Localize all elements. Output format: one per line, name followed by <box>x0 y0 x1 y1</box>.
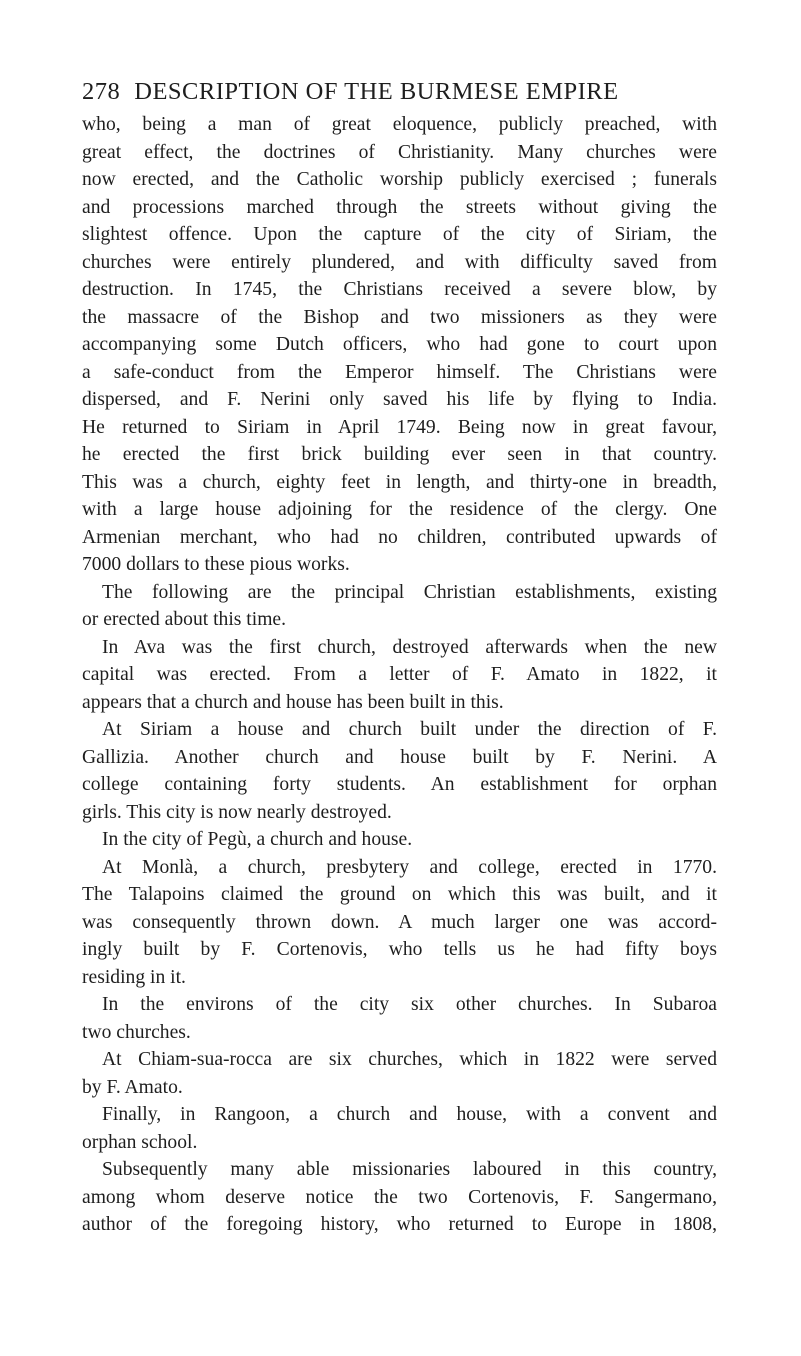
page-number: 278 <box>82 78 121 105</box>
text-line: 7000 dollars to these pious works. <box>82 554 350 575</box>
text-line: he erected the first brick building ever seen in that country. <box>82 444 717 465</box>
text-line: This was a church, eighty feet in length, and thirty-one in breadth, <box>82 471 717 493</box>
text-line: The following are the principal Christian establishments, existing <box>102 581 717 603</box>
text-line: dispersed, and F. Nerini only saved his life by flying to India. <box>82 389 717 410</box>
text-line: or erected about this time. <box>82 609 287 630</box>
text-line: At Monlà, a church, presbytery and college, erected in 1770. <box>102 856 717 878</box>
text-line: Subsequently many able missionaries laboured in this country, <box>102 1159 717 1180</box>
text-line: Gallizia. Another church and house built by F. Nerini. A <box>82 746 717 768</box>
paragraph <box>82 579 717 634</box>
text-line: and processions marched through the streets without giving the <box>82 196 717 218</box>
text-line: by F. Amato. <box>82 1076 183 1098</box>
text-line: At Chiam-sua-rocca are six churches, which in 1822 were served <box>102 1049 717 1070</box>
text-line: the massacre of the Bishop and two missioners as they were <box>82 306 717 328</box>
text-line: was consequently thrown down. A much larger one was accord- <box>82 911 717 933</box>
text-line: Armenian merchant, who had no children, contributed upwards of <box>82 526 717 548</box>
text-line: capital was erected. From a letter of F. Amato in 1822, it <box>82 664 717 685</box>
text-line: In the environs of the city six other churches. In Subaroa <box>102 994 717 1015</box>
text-line: orphan school. <box>82 1131 198 1153</box>
book-page <box>82 78 717 1239</box>
text-line: destruction. In 1745, the Christians received a severe blow, by <box>82 279 717 300</box>
text-line: appears that a church and house has been built in this. <box>82 691 504 713</box>
text-line: who, being a man of great eloquence, publicly preached, with <box>82 114 717 135</box>
body-text <box>82 111 717 1239</box>
paragraph <box>82 1156 717 1239</box>
text-line: two churches. <box>82 1021 191 1043</box>
text-line: He returned to Siriam in April 1749. Being now in great favour, <box>82 416 717 438</box>
text-line: In Ava was the first church, destroyed afterwards when the new <box>102 636 717 658</box>
running-title: DESCRIPTION OF THE BURMESE EMPIRE <box>134 78 619 105</box>
text-line: author of the foregoing history, who returned to Europe in 1808, <box>82 1214 717 1235</box>
text-line: accompanying some Dutch officers, who had gone to court upon <box>82 334 717 355</box>
running-head <box>82 78 717 106</box>
paragraph <box>82 991 717 1046</box>
text-line: girls. This city is now nearly destroyed. <box>82 801 392 823</box>
text-line: residing in it. <box>82 966 186 988</box>
text-line: slightest offence. Upon the capture of the city of Siriam, the <box>82 224 717 245</box>
text-line: At Siriam a house and church built under the direction of F. <box>102 719 717 740</box>
paragraph <box>82 716 717 826</box>
paragraph <box>82 634 717 717</box>
text-line: with a large house adjoining for the residence of the clergy. One <box>82 499 717 520</box>
text-line: ingly built by F. Cortenovis, who tells us he had fifty boys <box>82 939 717 960</box>
text-line: The Talapoins claimed the ground on which this was built, and it <box>82 884 717 905</box>
text-line: a safe-conduct from the Emperor himself. The Christians were <box>82 361 717 383</box>
text-line: great effect, the doctrines of Christianity. Many churches were <box>82 141 717 163</box>
text-line: college containing forty students. An establishment for orphan <box>82 774 717 795</box>
text-line: among whom deserve notice the two Cortenovis, F. Sangermano, <box>82 1186 717 1208</box>
paragraph <box>82 826 717 854</box>
text-line: churches were entirely plundered, and with difficulty saved from <box>82 251 717 273</box>
paragraph <box>82 854 717 992</box>
text-line: In the city of Pegù, a church and house. <box>102 829 413 850</box>
text-line: Finally, in Rangoon, a church and house, with a convent and <box>102 1104 717 1125</box>
paragraph <box>82 111 717 579</box>
paragraph <box>82 1046 717 1101</box>
paragraph <box>82 1101 717 1156</box>
text-line: now erected, and the Catholic worship publicly exercised ; funerals <box>82 169 717 190</box>
